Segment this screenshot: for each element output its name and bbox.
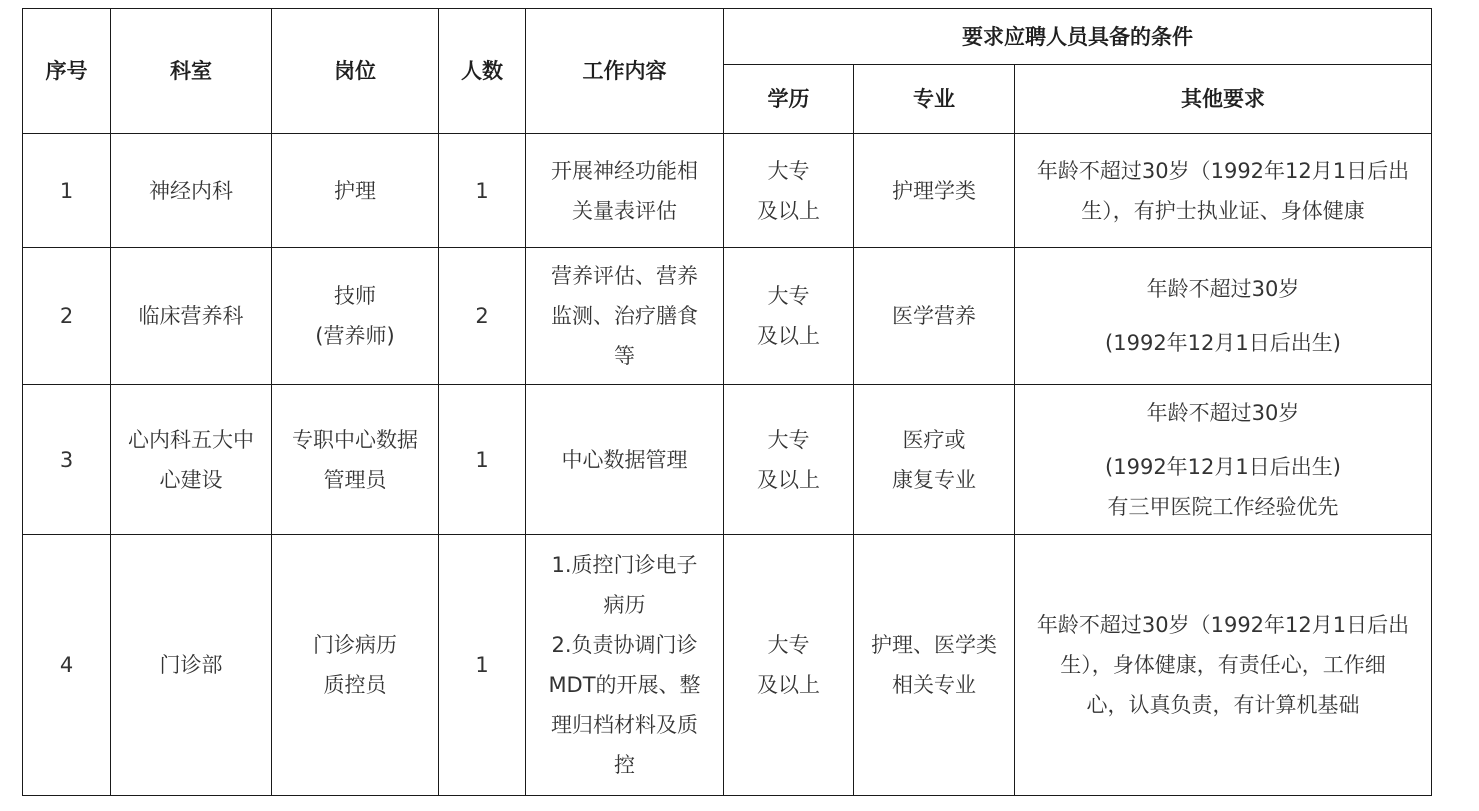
- cell-education: [724, 248, 854, 385]
- cell-line: 大专: [767, 284, 810, 308]
- cell-position: [272, 248, 439, 385]
- cell-line: 门诊部: [159, 653, 223, 677]
- cell-line: 神经内科: [149, 178, 233, 203]
- header-other: 其他要求: [1015, 65, 1432, 134]
- cell-dept: [111, 248, 272, 385]
- cell-line: 病历: [603, 593, 646, 617]
- cell-duties: [526, 248, 724, 385]
- header-education: 学历: [724, 65, 854, 134]
- cell-dept: [111, 385, 272, 535]
- cell-line: 护理、医学类: [871, 633, 997, 657]
- cell-line: 及以上: [757, 324, 820, 348]
- cell-line: 监测、治疗膳食: [551, 304, 698, 328]
- cell-line: 门诊病历: [313, 633, 397, 657]
- table-row: [23, 134, 1432, 248]
- cell-line: 2.负责协调门诊: [551, 633, 698, 657]
- cell-position: [272, 385, 439, 535]
- cell-other: [1015, 535, 1432, 796]
- header-row-1: [23, 9, 1432, 65]
- header-dept: 科室: [111, 9, 272, 134]
- cell-line: 年龄不超过30岁: [1146, 400, 1300, 425]
- cell-duties: [526, 385, 724, 535]
- cell-line: 1.质控门诊电子: [551, 553, 698, 577]
- cell-line: MDT的开展、整: [548, 673, 701, 697]
- cell-line: 医疗或: [902, 427, 966, 452]
- cell-dept: [111, 535, 272, 796]
- cell-line: 心，认真负责，有计算机基础: [1086, 693, 1360, 717]
- cell-line: 康复专业: [892, 467, 976, 492]
- cell-dept: [111, 134, 272, 248]
- cell-line: 生），身体健康，有责任心，工作细: [1060, 653, 1386, 677]
- cell-major: [854, 385, 1015, 535]
- cell-education: [724, 134, 854, 248]
- cell-line: 技师: [334, 284, 376, 308]
- cell-line: 关量表评估: [572, 198, 677, 223]
- header-major: 专业: [854, 65, 1015, 134]
- cell-position: [272, 134, 439, 248]
- recruitment-table: [22, 8, 1432, 796]
- cell-line: 护理学类: [892, 178, 976, 203]
- table-row: [23, 385, 1432, 535]
- cell-line: 管理员: [323, 467, 387, 492]
- cell-line: 生），有护士执业证、身体健康: [1081, 198, 1365, 223]
- cell-line: (1992年12月1日后出生): [1105, 331, 1341, 355]
- table-row: [23, 535, 1432, 796]
- cell-line: 控: [614, 753, 635, 777]
- cell-line: 理归档材料及质: [551, 713, 698, 737]
- header-position: 岗位: [272, 9, 439, 134]
- cell-line: 开展神经功能相: [551, 158, 698, 183]
- cell-line: 医学营养: [892, 304, 976, 328]
- cell-line: (营养师): [315, 324, 395, 348]
- cell-line: 临床营养科: [138, 304, 244, 328]
- table-row: [23, 248, 1432, 385]
- cell-line: 质控员: [323, 673, 387, 697]
- cell-line: 及以上: [757, 467, 820, 492]
- header-seq: 序号: [23, 9, 111, 134]
- cell-count: 2: [439, 248, 526, 385]
- cell-duties: [526, 134, 724, 248]
- cell-seq: 2: [23, 248, 111, 385]
- cell-line: 大专: [767, 427, 810, 452]
- cell-position: [272, 535, 439, 796]
- line-gap: [1021, 433, 1425, 447]
- cell-line: 大专: [767, 158, 810, 183]
- cell-line: 有三甲医院工作经验优先: [1107, 494, 1339, 519]
- cell-other: [1015, 134, 1432, 248]
- cell-major: [854, 248, 1015, 385]
- cell-line: 及以上: [757, 673, 820, 697]
- cell-count: 1: [439, 385, 526, 535]
- cell-major: [854, 134, 1015, 248]
- header-count: 人数: [439, 9, 526, 134]
- header-duties: 工作内容: [526, 9, 724, 134]
- line-gap: [1021, 309, 1425, 323]
- cell-line: 大专: [767, 633, 810, 657]
- header-requirements: 要求应聘人员具备的条件: [724, 9, 1432, 65]
- cell-seq: 3: [23, 385, 111, 535]
- cell-line: 相关专业: [892, 673, 976, 697]
- cell-line: 营养评估、营养: [551, 264, 698, 288]
- cell-line: 心建设: [159, 467, 223, 492]
- cell-line: 年龄不超过30岁（1992年12月1日后出: [1036, 613, 1410, 637]
- cell-other: [1015, 385, 1432, 535]
- cell-line: 等: [614, 344, 635, 368]
- cell-line: 心内科五大中: [128, 427, 254, 452]
- cell-seq: 4: [23, 535, 111, 796]
- cell-count: 1: [439, 134, 526, 248]
- cell-seq: 1: [23, 134, 111, 248]
- cell-duties: [526, 535, 724, 796]
- cell-line: 年龄不超过30岁: [1146, 277, 1300, 301]
- cell-line: 及以上: [757, 198, 820, 223]
- cell-line: 专职中心数据: [292, 427, 418, 452]
- cell-line: 护理: [334, 178, 376, 203]
- cell-line: 中心数据管理: [561, 447, 688, 472]
- cell-education: [724, 385, 854, 535]
- cell-education: [724, 535, 854, 796]
- cell-line: 年龄不超过30岁（1992年12月1日后出: [1036, 158, 1410, 183]
- cell-count: 1: [439, 535, 526, 796]
- cell-major: [854, 535, 1015, 796]
- cell-line: (1992年12月1日后出生): [1105, 454, 1341, 479]
- cell-other: [1015, 248, 1432, 385]
